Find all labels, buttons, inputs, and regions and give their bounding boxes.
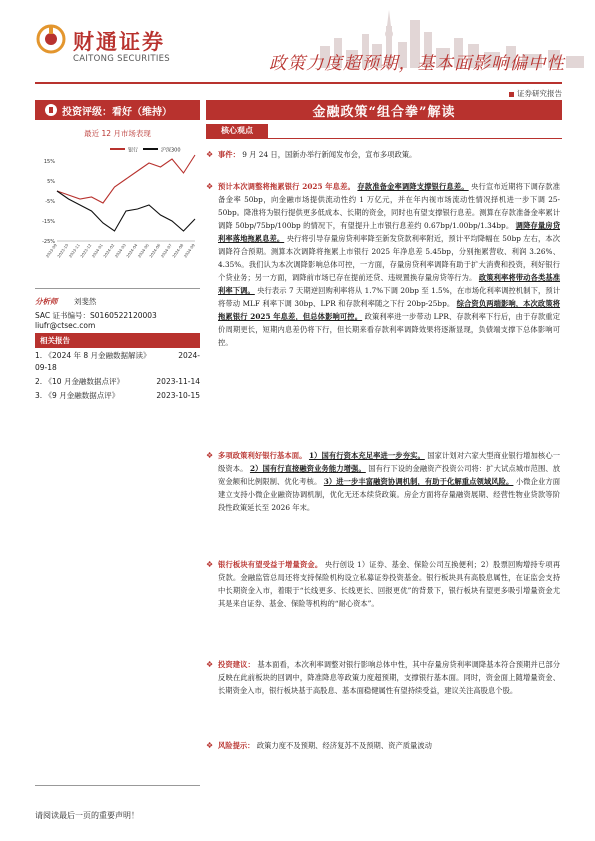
report-title: 政策力度超预期，基本面影响偏中性	[269, 54, 565, 74]
diamond-bullet-icon: ❖	[206, 741, 214, 750]
legend-label-hs300: 沪深300	[161, 147, 181, 154]
analyst-row	[35, 296, 96, 307]
series-line-bank	[57, 155, 195, 203]
analyst-email[interactable]: liufr@ctsec.com	[35, 321, 96, 330]
x-tick-label: 2024-04	[125, 242, 139, 259]
rating-banner	[35, 100, 200, 120]
related-report-title: 1. 《2024 年 8 月金融数据解读》	[35, 351, 151, 360]
y-tick-label: -15%	[42, 218, 55, 225]
y-tick-label: 5%	[47, 178, 55, 185]
fundamentals-text-financing: 国有行下设的金融资产投资公司将：扩大试点城市范围、放宽金额和比例限制、优化考核。	[218, 464, 560, 486]
related-reports-title: 相关报告	[40, 336, 70, 345]
related-report-date: 2024-	[178, 351, 200, 360]
square-bullet-icon	[509, 92, 514, 97]
risk-paragraph	[218, 739, 560, 752]
related-report-item[interactable]	[35, 350, 200, 374]
related-report-date-cont: 09-18	[35, 363, 57, 372]
related-report-title: 2. 《10 月金融数据点评》	[35, 377, 124, 386]
report-type-text: 证券研究报告	[517, 89, 562, 98]
margin-text-summary: 政策利率进一步带动 LPR、存款利率下行后，由于存款重定价周期更长，短期内息差仍将下行，但长期来看存款利率调降效果将逐渐显现，负债端支撑下总体影响可控。	[218, 312, 560, 347]
y-tick-label: 15%	[43, 158, 55, 165]
margin-text-policy-rate: 央行表示 7 天期逆回购利率将从 1.7%下调 20bp 至 1.5%，在市场化利率调控机制下，预计将带动 MLF 利率下调 30bp、LPR 和存款利率随之下行 20bp-25bp。	[218, 286, 560, 308]
margin-text-rrr: 央行宣布近期将下调存款准备金率 50bp，向金融市场提供流动性约 1 万亿元，并在年内视市场流动性情况择机进一步下调 25-50bp。降准将为银行提供更多低成本、长期的资金，同时也有望支撑银行息差。测算在存款准备金率累计调降 50bp/75bp/100bp 的情况下，有望提升上市银行息差约 0.67bp/1.00bp/1.34bp。	[218, 182, 561, 230]
event-paragraph	[218, 148, 560, 161]
core-view-divider	[206, 138, 562, 139]
rating-icon	[45, 104, 57, 116]
x-tick-label: 2024-07	[159, 242, 173, 259]
capital-inflow-text: 央行创设 1）证券、基金、保险公司互换便利；2）股票回购增持专项再贷款。金融监管总局还将支持保险机构设立私募证券投资基金。银行板块具有高股息属性，在证监会支持中长期资金入市，着眼于“长线更多、长线更长、回报更优”的背景下，银行板块有望更多吸引增量资金尤其是来自证券、基金、保险等机构的“耐心资本”。	[218, 560, 561, 608]
rating-text: 投资评级：看好（维持）	[62, 107, 172, 118]
margin-highlight-rrr: 存款准备金率调降支撑银行息差。	[357, 182, 469, 191]
related-report-date: 2023-10-15	[156, 391, 200, 400]
series-line-hs300	[57, 191, 195, 231]
fundamentals-highlight-capital: 1）国有行资本充足率进一步夯实。	[308, 451, 425, 460]
x-tick-label: 2023-12	[79, 242, 93, 259]
report-type-label	[509, 88, 562, 99]
header-divider	[35, 82, 562, 84]
capital-inflow-lead: 银行板块有望受益于增量资金。	[218, 560, 323, 569]
diamond-bullet-icon: ❖	[206, 451, 214, 460]
sidebar-divider	[35, 288, 200, 289]
margin-highlight-mortgage: 调降存量房贷利率落地拖累息差。	[218, 221, 560, 243]
x-tick-label: 2023-11	[67, 242, 81, 259]
x-tick-label: 2024-06	[148, 242, 162, 259]
fundamentals-paragraph	[218, 449, 560, 514]
diamond-bullet-icon: ❖	[206, 150, 214, 159]
related-report-date: 2023-11-14	[156, 377, 200, 386]
diamond-bullet-icon: ❖	[206, 660, 214, 669]
diamond-bullet-icon: ❖	[206, 560, 214, 569]
risk-lead: 风险提示：	[218, 741, 255, 750]
related-report-item[interactable]	[35, 390, 200, 402]
company-logo-icon	[36, 24, 66, 54]
y-tick-label: -25%	[42, 238, 55, 245]
main-heading	[206, 100, 562, 120]
related-reports-header	[35, 333, 200, 348]
disclaimer-note: 请阅读最后一页的重要声明！	[35, 811, 139, 820]
x-tick-label: 2024-05	[136, 242, 150, 259]
company-logo	[36, 24, 196, 74]
performance-chart	[35, 143, 200, 273]
recommendation-text: 基本面看，本次利率调整对银行影响总体中性，其中存量房贷利率调降基本符合预期并已部分反映在此前板块的回调中，降准降息等政策力度超预期，支撑银行基本面。同时，资金面上随增量资金、长期资金入市，银行板块基于高股息、基本面稳健属性有望持续受益，建议关注高股息个股。	[218, 660, 561, 695]
x-tick-label: 2024-01	[90, 242, 104, 259]
x-tick-label: 2024-08	[171, 242, 185, 259]
event-lead: 事件：	[218, 150, 240, 159]
related-reports-list	[35, 350, 200, 404]
fundamentals-text-capital: 国家计划对六家大型商业银行增加核心一级资本。	[218, 451, 560, 473]
x-tick-label: 2024-09	[182, 242, 196, 259]
margin-lead: 预计本次调整将拖累银行 2025 年息差。	[218, 182, 355, 191]
fundamentals-text-risk: 小微企业方面建立支持小微企业融资协调机制，优化无还本续贷政策。房企方面将存量融资展期、经营性物业贷款等阶段性政策延长至 2026 年末。	[218, 477, 561, 512]
chart-lines	[57, 155, 195, 231]
analyst-label: 分析师	[35, 297, 58, 306]
event-text: 9 月 24 日，国新办举行新闻发布会，宣布多项政策。	[242, 150, 417, 159]
fundamentals-lead: 多项政策利好银行基本面。	[218, 451, 307, 460]
chart-legend	[110, 147, 181, 154]
company-name: 财通证券	[73, 30, 165, 54]
company-name-en: CAITONG SECURITIES	[73, 54, 170, 64]
analyst-cert: SAC 证书编号：S0160522120003	[35, 311, 157, 320]
diamond-bullet-icon: ❖	[206, 182, 214, 191]
recommendation-lead: 投资建议：	[218, 660, 255, 669]
margin-highlight-policy-rate: 政策利率将带动各类基准利率下调。	[218, 273, 561, 295]
performance-title: 最近 12 月市场表现	[84, 129, 151, 138]
x-tick-label: 2023-10	[56, 242, 70, 259]
recommendation-paragraph	[218, 658, 560, 697]
risk-text: 政策力度不及预期、经济复苏不及预期、资产质量波动	[256, 741, 432, 750]
margin-paragraph	[218, 180, 560, 349]
fundamentals-highlight-financing: 2）国有行直接融资业务能力增强。	[249, 464, 366, 473]
capital-inflow-paragraph	[218, 558, 560, 610]
sidebar-bottom-divider	[35, 785, 200, 786]
margin-highlight-summary: 综合资负两端影响，本次政策将拖累银行 2025 年息差，但总体影响可控。	[218, 299, 561, 321]
x-tick-label: 2024-03	[113, 242, 127, 259]
y-tick-label: -5%	[45, 198, 55, 205]
x-tick-label: 2023-09	[44, 242, 58, 259]
legend-label-bank: 银行	[128, 147, 139, 154]
fundamentals-highlight-risk: 3）进一步丰富融资协调机制，有助于化解重点领域风险。	[323, 477, 514, 486]
core-view-tab: 核心观点	[206, 124, 268, 138]
y-axis	[42, 159, 195, 245]
margin-text-mortgage: 央行将引导存量房贷利率降至新发贷款利率附近，预计平均降幅在 50bp 左右，本次调降符合预期。测算本次调降将拖累上市银行 2025 年净息差 5.45bp，分别拖累营收、利润 3.26%、4.35%。我们认为本次调降影响总体可控，一方面，存量房贷利率调降有助于扩大消费和投资，利好银行个贷业务；另一方面，调降前市场已存在提前还贷、违规置换存量房贷等行为。	[218, 234, 561, 282]
x-axis	[45, 242, 197, 258]
related-report-item[interactable]	[35, 376, 200, 388]
main-heading-text: 金融政策“组合拳”解读	[312, 105, 456, 120]
related-report-title: 3. 《9 月金融数据点评》	[35, 391, 120, 400]
analyst-name: 刘斐然	[73, 297, 97, 306]
x-tick-label: 2024-02	[102, 242, 116, 259]
